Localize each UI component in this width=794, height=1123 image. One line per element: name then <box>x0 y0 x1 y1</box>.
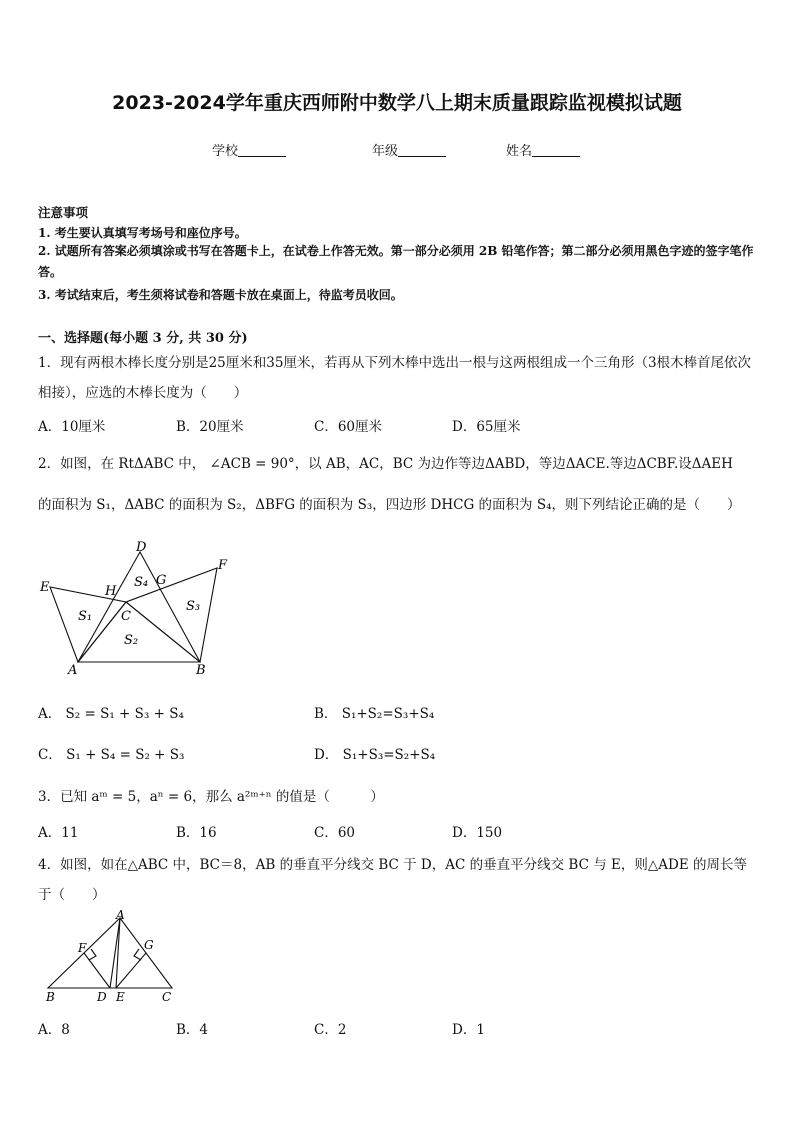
label-d: D <box>136 540 147 555</box>
page-title: 2023-2024学年重庆西师附中数学八上期末质量跟踪监视模拟试题 <box>112 92 682 114</box>
label-b: B <box>46 990 55 1004</box>
note-2: 2. 试题所有答案必须填涂或书写在答题卡上，在试卷上作答无效。第一部分必须用 2B 铅笔作答；第二部分必须用黑色字迹的签字笔作答。 <box>38 244 754 279</box>
name-field <box>506 140 580 159</box>
q4-option-b: B．4 <box>176 1022 209 1038</box>
triangle-abd <box>78 552 200 662</box>
q3-option-a: A．11 <box>38 825 79 841</box>
q3-option-c: C．60 <box>314 825 356 841</box>
q2-option-d: D． S₁+S₃=S₂+S₄ <box>314 747 436 763</box>
q1-option-c: C．60厘米 <box>314 419 383 435</box>
label-c: C <box>162 990 172 1004</box>
question-4-text: 4．如图，如在△ABC 中，BC＝8，AB 的垂直平分线交 BC 于 D，AC 的垂直平分线交 BC 与 E，则△ADE 的周长等于（ ） <box>38 857 747 903</box>
question-2-line-1: 2．如图，在 RtΔABC 中， ∠ACB = 90°，以 AB，AC，BC 为边作等边ΔABD，等边ΔACE.等边ΔCBF.设ΔAEH <box>38 456 733 472</box>
label-f: F <box>78 941 87 955</box>
label-d: D <box>97 990 107 1004</box>
q2-option-c: C． S₁ + S₄ = S₂ + S₃ <box>38 747 185 763</box>
question-2-line-2: 的面积为 S₁，ΔABC 的面积为 S₂，ΔBFG 的面积为 S₃，四边形 DHCG 的面积为 S₄，则下列结论正确的是（ ） <box>38 497 741 513</box>
q4-option-d: D．1 <box>452 1022 485 1038</box>
label-h: H <box>105 584 117 599</box>
label-f: F <box>218 558 228 573</box>
grade-label: 年级 <box>372 144 399 159</box>
q2-option-b: B． S₁+S₂=S₃+S₄ <box>314 706 435 722</box>
school-label: 学校 <box>212 144 239 159</box>
label-s3: S₃ <box>186 599 201 614</box>
label-e: E <box>40 580 50 595</box>
q2-option-a: A． S₂ = S₁ + S₃ + S₄ <box>38 706 184 722</box>
q1-option-a: A．10厘米 <box>38 419 106 435</box>
section-heading: 一、选择题(每小题 3 分, 共 30 分) <box>38 331 248 346</box>
triangle-abc <box>48 918 172 988</box>
note-1: 1. 考生要认真填写考场号和座位序号。 <box>38 226 247 240</box>
triangle-abc <box>78 602 200 662</box>
label-s4: S₄ <box>134 575 149 590</box>
label-e: E <box>116 990 125 1004</box>
q4-option-c: C．2 <box>314 1022 347 1038</box>
q4-figure <box>40 908 190 1004</box>
q3-option-b: B．16 <box>176 825 217 841</box>
question-3-text: 3．已知 aᵐ = 5，aⁿ = 6，那么 a²ᵐ⁺ⁿ 的值是（ ） <box>38 789 384 805</box>
q4-option-a: A．8 <box>38 1022 70 1038</box>
note-3: 3. 考试结束后，考生须将试卷和答题卡放在桌面上，待监考员收回。 <box>38 288 403 302</box>
notes-heading: 注意事项 <box>38 205 89 220</box>
right-angle-mark-f <box>89 949 96 960</box>
q1-option-b: B．20厘米 <box>176 419 244 435</box>
right-angle-mark-g <box>134 949 141 960</box>
label-g: G <box>156 573 167 588</box>
label-a: A <box>68 663 78 678</box>
label-a: A <box>116 908 125 922</box>
label-s2: S₂ <box>124 633 139 648</box>
label-c: C <box>121 609 131 624</box>
label-b: B <box>196 663 206 678</box>
grade-field <box>372 140 446 159</box>
school-field <box>212 140 286 159</box>
question-1-text: 1．现有两根木棒长度分别是25厘米和35厘米，若再从下列木棒中选出一根与这两根组成一个三角形（3根木棒首尾依次相接），应选的木棒长度为（ ） <box>38 355 752 401</box>
grade-blank <box>398 144 446 157</box>
q1-option-d: D．65厘米 <box>452 419 521 435</box>
name-blank <box>532 144 580 157</box>
school-blank <box>238 144 286 157</box>
q3-option-d: D．150 <box>452 825 503 841</box>
name-label: 姓名 <box>506 144 533 159</box>
q2-figure <box>36 536 236 678</box>
perp-bisector-fd <box>84 953 110 988</box>
label-g: G <box>144 938 154 952</box>
perp-bisector-ge <box>116 953 146 988</box>
label-s1: S₁ <box>78 609 93 624</box>
